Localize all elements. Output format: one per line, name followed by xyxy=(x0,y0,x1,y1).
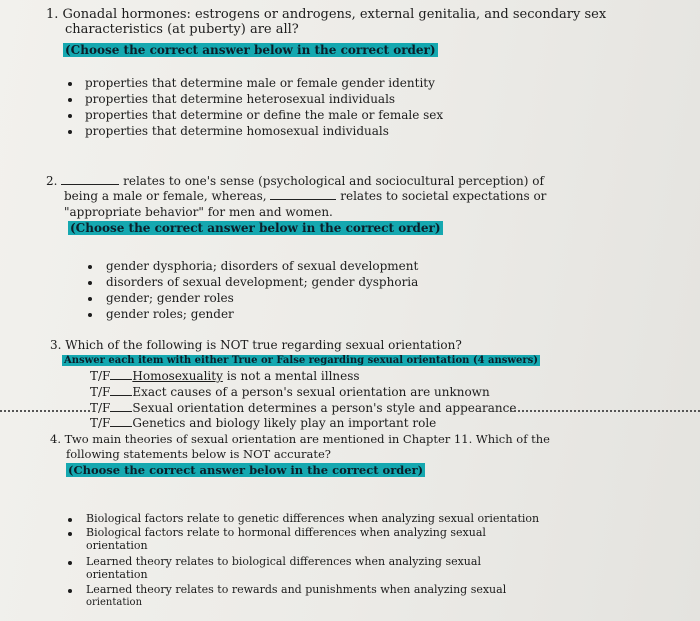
q3-instruction: Answer each item with either True or False regarding sexual orientation (4 answers) xyxy=(64,355,539,366)
q4-option-cont: orientation xyxy=(86,539,148,552)
q4-option: Learned theory relates to rewards and punishments when analyzing sexual xyxy=(86,583,507,596)
bullet xyxy=(68,130,72,134)
q1-option: properties that determine heterosexual individuals xyxy=(85,92,396,106)
q2-option: disorders of sexual development; gender dysphoria xyxy=(106,275,419,289)
q3-tf[interactable]: T/F xyxy=(90,385,111,399)
bullet xyxy=(68,98,72,102)
q4-instruction: (Choose the correct answer below in the correct order) xyxy=(68,463,424,477)
dotted-rule xyxy=(510,410,700,412)
bullet xyxy=(68,114,72,118)
bullet xyxy=(68,82,72,86)
q2-blank-2[interactable] xyxy=(270,199,336,200)
dotted-rule xyxy=(0,410,90,412)
q3-answer-blank[interactable] xyxy=(110,411,132,412)
bullet xyxy=(88,281,92,285)
q3-answer-blank[interactable] xyxy=(110,426,132,427)
bullet xyxy=(68,561,72,565)
q1-option: properties that determine homosexual individuals xyxy=(85,124,389,138)
q2-option: gender; gender roles xyxy=(106,291,234,305)
q3-item-text: Genetics and biology likely play an important role xyxy=(132,416,437,430)
q2-option: gender dysphoria; disorders of sexual development xyxy=(106,259,419,273)
bullet xyxy=(68,518,72,522)
q3-item-text: Exact causes of a person's sexual orientation are unknown xyxy=(132,385,490,399)
q2-line2b: relates to societal expectations or xyxy=(340,189,547,203)
q1-option: properties that determine male or female gender identity xyxy=(85,76,435,90)
q4-option-cont: orientation xyxy=(86,597,143,608)
q2-instruction: (Choose the correct answer below in the correct order) xyxy=(70,221,441,235)
q4-option: Biological factors relate to hormonal differences when analyzing sexual xyxy=(86,526,486,539)
q2-option: gender roles; gender xyxy=(106,307,234,321)
bullet xyxy=(68,589,72,593)
q1-line2: characteristics (at puberty) are all? xyxy=(65,22,299,37)
q2-number: 2. xyxy=(46,174,58,188)
q3-item-text: Sexual orientation determines a person's style and appearance xyxy=(132,401,517,415)
q4-option: Learned theory relates to biological differences when analyzing sexual xyxy=(86,555,481,568)
q3-tf[interactable]: T/F xyxy=(90,416,111,430)
bullet xyxy=(88,297,92,301)
bullet xyxy=(88,265,92,269)
q3-answer-blank[interactable] xyxy=(110,379,132,380)
q2-line3: "appropriate behavior" for men and women. xyxy=(64,205,333,219)
q4-option: Biological factors relate to genetic differences when analyzing sexual orientation xyxy=(86,512,540,525)
q2-line1: relates to one's sense (psychological and sociocultural perception) of xyxy=(123,174,544,188)
q2-blank-1[interactable] xyxy=(61,184,119,185)
q1-instruction: (Choose the correct answer below in the correct order) xyxy=(65,43,436,57)
q3-item-text: is not a mental illness xyxy=(226,369,360,383)
q3-tf[interactable]: T/F xyxy=(90,369,111,383)
q3-line1: 3. Which of the following is NOT true regarding sexual orientation? xyxy=(50,338,462,352)
q1-option: properties that determine or define the male or female sex xyxy=(85,108,444,122)
q3-answer-blank[interactable] xyxy=(110,395,132,396)
q2-line2a: being a male or female, whereas, xyxy=(64,189,267,203)
q3-item-lead: Homosexuality xyxy=(132,369,223,383)
q1-line1: 1. Gonadal hormones: estrogens or androgens, external genitalia, and secondary sex xyxy=(46,7,607,22)
bullet xyxy=(68,532,72,536)
q4-option-cont: orientation xyxy=(86,568,148,581)
q4-line1: 4. Two main theories of sexual orientation are mentioned in Chapter 11. Which of the xyxy=(50,432,550,446)
q3-tf[interactable]: T/F xyxy=(90,401,111,415)
q4-line2: following statements below is NOT accurate? xyxy=(66,447,331,461)
bullet xyxy=(88,313,92,317)
